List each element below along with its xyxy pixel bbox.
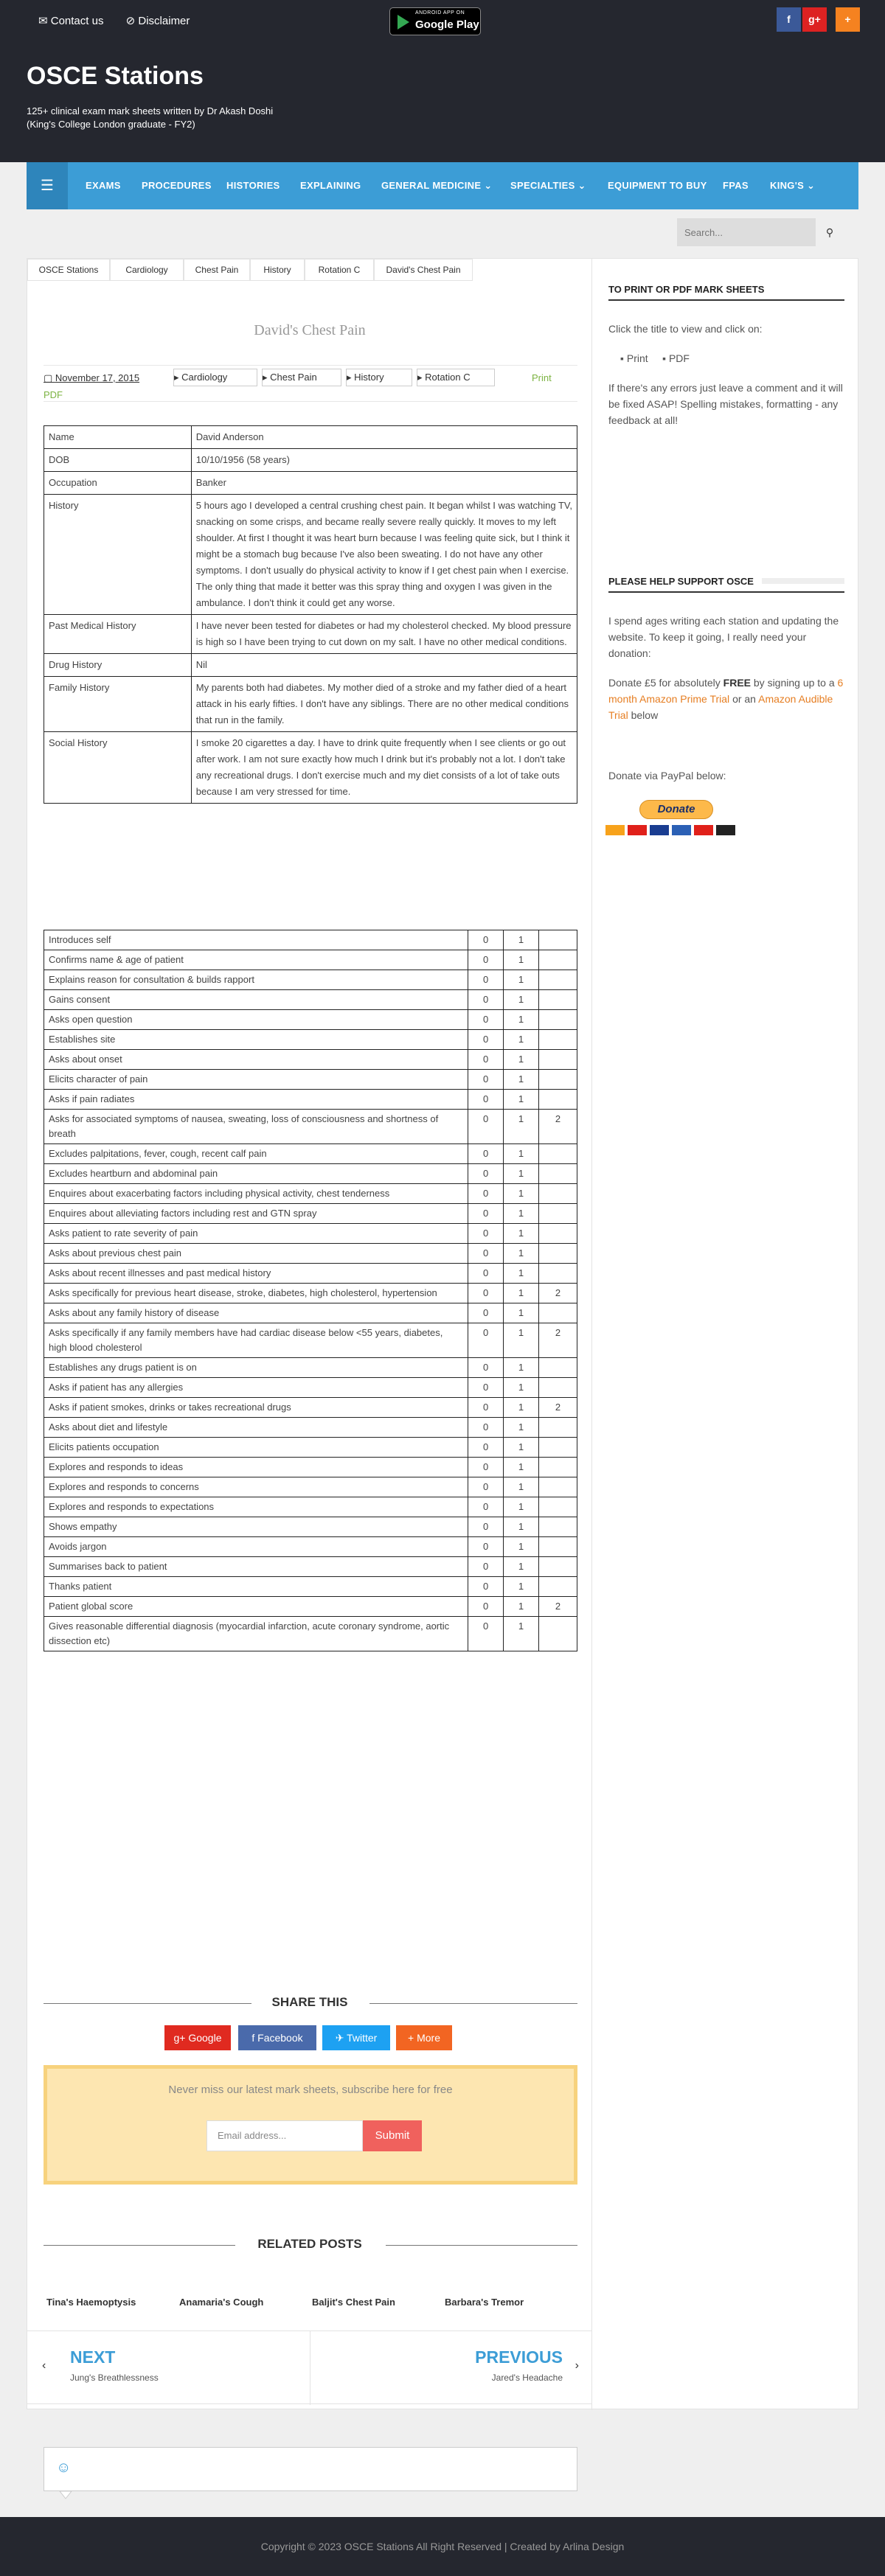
score-1: 1 — [504, 1577, 539, 1597]
score-2 — [539, 1244, 577, 1264]
score-1: 1 — [504, 1323, 539, 1358]
share-title: SHARE THIS — [271, 1995, 348, 2009]
table-row — [44, 1050, 577, 1070]
tag-icon: ▸ — [417, 372, 423, 383]
patient-row — [44, 495, 577, 615]
submit-button[interactable]: Submit — [363, 2120, 422, 2151]
bullet-icon: ▪ — [662, 352, 669, 364]
score-1: 1 — [504, 1398, 539, 1418]
score-2: 2 — [539, 1597, 577, 1617]
table-row — [44, 1030, 577, 1050]
patient-field-label: Family History — [44, 677, 192, 732]
patient-row — [44, 615, 577, 654]
nav-equipment[interactable]: EQUIPMENT TO BUY — [608, 180, 707, 191]
table-row — [44, 1323, 577, 1358]
nav-histories[interactable]: HISTORIES — [226, 180, 280, 191]
print-instructions: Click the title to view and click on: — [608, 323, 763, 335]
mark-item: Establishes site — [44, 1030, 468, 1050]
post-date[interactable]: ▢ November 17, 2015 — [44, 372, 140, 383]
table-row — [44, 1418, 577, 1438]
score-1: 1 — [504, 1458, 539, 1477]
score-0: 0 — [468, 990, 504, 1010]
mark-item: Asks if patient has any allergies — [44, 1378, 468, 1398]
mark-item: Avoids jargon — [44, 1537, 468, 1557]
score-2 — [539, 1030, 577, 1050]
score-0: 0 — [468, 1617, 504, 1651]
score-0: 0 — [468, 1398, 504, 1418]
table-row — [44, 1458, 577, 1477]
patient-field-value: Banker — [191, 472, 577, 495]
score-1: 1 — [504, 1418, 539, 1438]
score-0: 0 — [468, 1378, 504, 1398]
disclaimer-link[interactable]: ⊘ Disclaimer — [125, 15, 190, 27]
print-option: Print — [626, 352, 648, 364]
table-row — [44, 1497, 577, 1517]
mark-item: Confirms name & age of patient — [44, 950, 468, 970]
patient-field-label: History — [44, 495, 192, 615]
score-1: 1 — [504, 1517, 539, 1537]
score-1: 1 — [504, 1070, 539, 1090]
score-2 — [539, 970, 577, 990]
score-0: 0 — [468, 1284, 504, 1303]
mark-item: Explores and responds to expectations — [44, 1497, 468, 1517]
score-0: 0 — [468, 1110, 504, 1144]
score-2 — [539, 1050, 577, 1070]
nav-general-medicine[interactable]: GENERAL MEDICINE ⌄ — [381, 180, 493, 191]
page-title: David's Chest Pain — [254, 322, 366, 338]
score-2 — [539, 1358, 577, 1378]
score-0: 0 — [468, 1144, 504, 1164]
google-plus-icon: g+ — [173, 2032, 189, 2044]
score-1: 1 — [504, 1264, 539, 1284]
smiley-icon: ☺ — [56, 2460, 72, 2476]
score-2 — [539, 1617, 577, 1651]
tag-icon: ▸ — [347, 372, 352, 383]
breadcrumb-item[interactable]: OSCE Stations — [27, 259, 110, 281]
previous-post-title[interactable]: Jared's Headache — [491, 2373, 563, 2383]
score-1: 1 — [504, 1224, 539, 1244]
nav-procedures[interactable]: PROCEDURES — [142, 180, 212, 191]
nav-kings[interactable]: KING'S ⌄ — [770, 180, 816, 191]
score-1: 1 — [504, 1204, 539, 1224]
mark-item: Asks about diet and lifestyle — [44, 1418, 468, 1438]
table-row — [44, 1597, 577, 1617]
patient-field-value: 10/10/1956 (58 years) — [191, 449, 577, 472]
amazon-prime-link[interactable]: 6 month Amazon Prime Trial — [608, 677, 844, 705]
score-0: 0 — [468, 1030, 504, 1050]
score-1: 1 — [504, 1537, 539, 1557]
score-0: 0 — [468, 1184, 504, 1204]
table-row — [44, 1284, 577, 1303]
score-2 — [539, 1164, 577, 1184]
breadcrumb-item: David's Chest Pain — [374, 259, 473, 281]
score-2 — [539, 1577, 577, 1597]
table-row — [44, 1477, 577, 1497]
patient-field-value: David Anderson — [191, 426, 577, 449]
breadcrumb-item[interactable]: Cardiology — [110, 259, 184, 281]
patient-field-label: Past Medical History — [44, 615, 192, 654]
bullet-icon: ▪ — [620, 352, 627, 364]
score-2 — [539, 1418, 577, 1438]
score-0: 0 — [468, 1477, 504, 1497]
mark-item: Gives reasonable differential diagnosis (myocardial infarction, acute coronary syndrome, aortic dissection etc) — [44, 1617, 468, 1651]
donate-text: Donate £5 for absolutely FREE by signing up to a 6 month Amazon Prime Trial or an Amazon Audible Trial below — [608, 677, 844, 721]
next-post-title[interactable]: Jung's Breathlessness — [70, 2373, 159, 2383]
score-0: 0 — [468, 970, 504, 990]
score-2 — [539, 1070, 577, 1090]
table-row — [44, 1070, 577, 1090]
mark-item: Introduces self — [44, 930, 468, 950]
share-more-icon[interactable]: + — [836, 7, 860, 32]
pdf-link[interactable]: PDF — [44, 389, 63, 400]
score-0: 0 — [468, 1497, 504, 1517]
score-1: 1 — [504, 1303, 539, 1323]
score-1: 1 — [504, 950, 539, 970]
score-2: 2 — [539, 1110, 577, 1144]
top-bar — [0, 0, 885, 41]
share-google-button[interactable]: g+ Google — [164, 2025, 231, 2050]
table-row — [44, 1358, 577, 1378]
score-2 — [539, 1497, 577, 1517]
score-0: 0 — [468, 1010, 504, 1030]
table-row — [44, 1184, 577, 1204]
tag-cardiology[interactable]: ▸ Cardiology — [173, 369, 257, 386]
mark-item: Shows empathy — [44, 1517, 468, 1537]
site-title[interactable]: OSCE Stations — [27, 62, 204, 90]
table-row — [44, 1264, 577, 1284]
google-plus-icon[interactable]: g+ — [802, 7, 827, 32]
comment-pointer — [44, 2491, 73, 2502]
score-0: 0 — [468, 1418, 504, 1438]
score-1: 1 — [504, 1358, 539, 1378]
patient-field-label: DOB — [44, 449, 192, 472]
score-1: 1 — [504, 1010, 539, 1030]
score-2 — [539, 1010, 577, 1030]
previous-label[interactable]: PREVIOUS — [475, 2347, 563, 2367]
paypal-donate-button[interactable]: Donate — [639, 800, 713, 819]
nav-exams[interactable]: EXAMS — [86, 180, 121, 191]
mark-item: Summarises back to patient — [44, 1557, 468, 1577]
mark-item: Asks specifically if any family members have had cardiac disease below <55 years, diabetes, high blood cholesterol — [44, 1323, 468, 1358]
score-2: 2 — [539, 1323, 577, 1358]
score-0: 0 — [468, 930, 504, 950]
breadcrumb-item[interactable]: History — [250, 259, 305, 281]
patient-field-value: I have never been tested for diabetes or had my cholesterol checked. My blood pressure is high so I have been trying to cut down on my salt. I have no other medical conditions. — [191, 615, 577, 654]
score-1: 1 — [504, 930, 539, 950]
score-0: 0 — [468, 1070, 504, 1090]
score-0: 0 — [468, 1517, 504, 1537]
score-0: 0 — [468, 1244, 504, 1264]
mark-item: Patient global score — [44, 1597, 468, 1617]
site-tagline: 125+ clinical exam mark sheets written by Dr Akash Doshi (King's College London graduate - FY2) — [27, 105, 274, 130]
score-2: 2 — [539, 1284, 577, 1303]
score-2 — [539, 1477, 577, 1497]
score-1: 1 — [504, 1030, 539, 1050]
mark-item: Enquires about alleviating factors including rest and GTN spray — [44, 1204, 468, 1224]
score-2 — [539, 1537, 577, 1557]
chevron-down-icon: ⌄ — [484, 180, 493, 191]
mark-item: Explains reason for consultation & builds rapport — [44, 970, 468, 990]
mark-item: Asks open question — [44, 1010, 468, 1030]
patient-field-value: Nil — [191, 654, 577, 677]
score-0: 0 — [468, 1438, 504, 1458]
score-0: 0 — [468, 1303, 504, 1323]
mark-item: Elicits character of pain — [44, 1070, 468, 1090]
nav-specialties[interactable]: SPECIALTIES ⌄ — [510, 180, 586, 191]
score-0: 0 — [468, 1577, 504, 1597]
score-1: 1 — [504, 1244, 539, 1264]
subscribe-box — [44, 2065, 577, 2185]
divider — [386, 2245, 577, 2246]
score-2 — [539, 930, 577, 950]
related-title: RELATED POSTS — [257, 2237, 362, 2251]
score-2 — [539, 1184, 577, 1204]
mark-item: Elicits patients occupation — [44, 1438, 468, 1458]
table-row — [44, 1557, 577, 1577]
score-0: 0 — [468, 1597, 504, 1617]
mark-item: Establishes any drugs patient is on — [44, 1358, 468, 1378]
score-0: 0 — [468, 1224, 504, 1244]
patient-row — [44, 426, 577, 449]
badge-title: Google Play — [415, 18, 479, 31]
patient-field-label: Name — [44, 426, 192, 449]
chevron-down-icon: ⌄ — [577, 180, 586, 191]
support-widget-title: PLEASE HELP SUPPORT OSCE — [608, 576, 844, 593]
related-post-link[interactable]: Anamaria's Cough — [179, 2297, 264, 2308]
site-header — [0, 41, 885, 162]
facebook-icon: f — [251, 2032, 258, 2044]
score-2 — [539, 1458, 577, 1477]
score-0: 0 — [468, 1557, 504, 1577]
email-field[interactable]: Email address... — [206, 2120, 363, 2151]
comment-box[interactable] — [44, 2447, 577, 2491]
score-1: 1 — [504, 1617, 539, 1651]
mark-item: Excludes palpitations, fever, cough, recent calf pain — [44, 1144, 468, 1164]
score-1: 1 — [504, 1090, 539, 1110]
google-play-badge[interactable] — [389, 7, 481, 35]
mark-item: Enquires about exacerbating factors including physical activity, chest tenderness — [44, 1184, 468, 1204]
breadcrumb-item[interactable]: Chest Pain — [184, 259, 250, 281]
score-0: 0 — [468, 1537, 504, 1557]
post-content — [27, 259, 592, 2476]
score-1: 1 — [504, 1557, 539, 1577]
payment-cards-icon — [605, 824, 735, 837]
mark-item: Gains consent — [44, 990, 468, 1010]
table-row — [44, 1438, 577, 1458]
score-1: 1 — [504, 1164, 539, 1184]
score-1: 1 — [504, 990, 539, 1010]
score-2 — [539, 990, 577, 1010]
tag-icon: ▸ — [174, 372, 179, 383]
score-0: 0 — [468, 1358, 504, 1378]
print-link[interactable]: Print — [532, 372, 552, 383]
patient-field-label: Occupation — [44, 472, 192, 495]
score-2 — [539, 1264, 577, 1284]
table-row — [44, 1224, 577, 1244]
score-1: 1 — [504, 1477, 539, 1497]
patient-field-label: Social History — [44, 732, 192, 804]
main-container — [27, 258, 858, 2476]
table-row — [44, 1144, 577, 1164]
score-1: 1 — [504, 1597, 539, 1617]
mark-item: Asks if pain radiates — [44, 1090, 468, 1110]
patient-info-table — [44, 425, 577, 804]
menu-list-icon[interactable]: ☰ — [27, 162, 68, 209]
score-1: 1 — [504, 1438, 539, 1458]
post-meta — [44, 365, 577, 402]
mark-item: Asks specifically for previous heart disease, stroke, diabetes, high cholesterol, hypertension — [44, 1284, 468, 1303]
pdf-option: PDF — [668, 352, 690, 364]
table-row — [44, 1204, 577, 1224]
search-icon[interactable]: ⚲ — [816, 218, 844, 246]
patient-row — [44, 449, 577, 472]
patient-field-value: I smoke 20 cigarettes a day. I have to drink quite frequently when I see clients or go out after work. I am not sure exactly how much I drink but it's probably not a lot. I don't take any recreational drugs. I don't exercise much and my diet consists of a lot of take outs because I am very stressed for time. — [191, 732, 577, 804]
mark-item: Explores and responds to concerns — [44, 1477, 468, 1497]
mark-item: Explores and responds to ideas — [44, 1458, 468, 1477]
table-row — [44, 970, 577, 990]
table-row — [44, 1378, 577, 1398]
table-row — [44, 1010, 577, 1030]
tag-rotation-c[interactable]: ▸ Rotation C — [417, 369, 495, 386]
table-row — [44, 1537, 577, 1557]
score-2 — [539, 1438, 577, 1458]
divider — [369, 2003, 577, 2004]
score-0: 0 — [468, 1204, 504, 1224]
table-row — [44, 1244, 577, 1264]
table-row — [44, 990, 577, 1010]
tag-icon: ▸ — [263, 372, 268, 383]
score-2 — [539, 1090, 577, 1110]
patient-field-label: Drug History — [44, 654, 192, 677]
mark-sheet-table — [44, 930, 577, 1651]
score-1: 1 — [504, 1284, 539, 1303]
table-row — [44, 1517, 577, 1537]
score-2: 2 — [539, 1398, 577, 1418]
score-2 — [539, 950, 577, 970]
score-2 — [539, 1378, 577, 1398]
score-2 — [539, 1303, 577, 1323]
score-1: 1 — [504, 970, 539, 990]
nav-area — [0, 162, 885, 251]
score-2 — [539, 1517, 577, 1537]
facebook-icon[interactable]: f — [777, 7, 801, 32]
post-pager — [27, 2330, 592, 2404]
plus-icon: + — [408, 2032, 417, 2044]
google-play-icon — [398, 15, 409, 29]
score-1: 1 — [504, 1378, 539, 1398]
mark-item: Asks patient to rate severity of pain — [44, 1224, 468, 1244]
score-1: 1 — [504, 1110, 539, 1144]
mark-item: Thanks patient — [44, 1577, 468, 1597]
main-nav — [27, 162, 858, 209]
calendar-icon: ▢ — [44, 372, 55, 383]
print-widget-title: TO PRINT OR PDF MARK SHEETS — [608, 284, 844, 301]
mark-item: Asks about any family history of disease — [44, 1303, 468, 1323]
table-row — [44, 1303, 577, 1323]
patient-field-value: My parents both had diabetes. My mother died of a stroke and my father died of a heart attack in his early fifties. I don't have any siblings. There are no other medical conditions that run in the family. — [191, 677, 577, 732]
patient-row — [44, 472, 577, 495]
table-row — [44, 1617, 577, 1651]
score-1: 1 — [504, 1497, 539, 1517]
related-post-link[interactable]: Baljit's Chest Pain — [312, 2297, 395, 2308]
score-2 — [539, 1557, 577, 1577]
subscribe-message: Never miss our latest mark sheets, subscribe here for free — [168, 2084, 453, 2096]
footer: Copyright © 2023 OSCE Stations All Right Reserved | Created by Arlina Design — [0, 2517, 885, 2576]
score-2 — [539, 1204, 577, 1224]
score-2 — [539, 1144, 577, 1164]
twitter-icon: ✈ — [335, 2032, 347, 2044]
mark-item: Asks for associated symptoms of nausea, sweating, loss of consciousness and shortness of breath — [44, 1110, 468, 1144]
mark-item: Asks if patient smokes, drinks or takes recreational drugs — [44, 1398, 468, 1418]
patient-row — [44, 677, 577, 732]
table-row — [44, 1090, 577, 1110]
table-row — [44, 930, 577, 950]
table-row — [44, 1398, 577, 1418]
contact-link[interactable]: ✉ Contact us — [38, 15, 104, 27]
search-input[interactable] — [677, 218, 816, 246]
share-more-button[interactable]: + More — [396, 2025, 452, 2050]
nav-explaining[interactable]: EXPLAINING — [300, 180, 361, 191]
sidebar — [592, 259, 859, 2410]
score-0: 0 — [468, 1264, 504, 1284]
score-0: 0 — [468, 1164, 504, 1184]
errors-note: If there's any errors just leave a comment and it will be fixed ASAP! Spelling mistakes, formatting - any feedback at all! — [608, 382, 843, 426]
patient-row — [44, 654, 577, 677]
patient-row — [44, 732, 577, 804]
share-facebook-button[interactable]: f Facebook — [238, 2025, 316, 2050]
mark-item: Asks about previous chest pain — [44, 1244, 468, 1264]
score-1: 1 — [504, 1144, 539, 1164]
table-row — [44, 1110, 577, 1144]
table-row — [44, 950, 577, 970]
score-0: 0 — [468, 1458, 504, 1477]
share-twitter-button[interactable]: ✈ Twitter — [322, 2025, 390, 2050]
audible-link[interactable]: Amazon Audible Trial — [608, 693, 833, 721]
tag-history[interactable]: ▸ History — [346, 369, 412, 386]
score-0: 0 — [468, 950, 504, 970]
table-row — [44, 1577, 577, 1597]
mark-item: Asks about onset — [44, 1050, 468, 1070]
score-0: 0 — [468, 1050, 504, 1070]
score-1: 1 — [504, 1050, 539, 1070]
patient-field-value: 5 hours ago I developed a central crushing chest pain. It began whilst I was watching TV, snacking on some crisps, and became really severe really quickly. It moves to my left shoulder. At first I thought it was heart burn because I was feeling quite sick, but I think it might be a stomach bug because I've also been sweating. I do not have any other symptoms. I don't usually do physical activity to know if I get chest pain when I exercise. The only thing that made it better was this spray thing and oxygen I was given in the ambulance. I don't think it could get any worse. — [191, 495, 577, 615]
chevron-down-icon: ⌄ — [806, 180, 816, 191]
badge-caption: ANDROID APP ON — [415, 10, 465, 15]
tag-chest-pain[interactable]: ▸ Chest Pain — [262, 369, 341, 386]
score-0: 0 — [468, 1323, 504, 1358]
support-text: I spend ages writing each station and updating the website. To keep it going, I really need your donation: — [608, 615, 839, 659]
next-label[interactable]: NEXT — [70, 2347, 116, 2367]
score-2 — [539, 1224, 577, 1244]
mark-item: Asks about recent illnesses and past medical history — [44, 1264, 468, 1284]
chevron-left-icon[interactable]: ‹ — [42, 2359, 46, 2372]
related-post-link[interactable]: Barbara's Tremor — [445, 2297, 524, 2308]
table-row — [44, 1164, 577, 1184]
paypal-text: Donate via PayPal below: — [608, 770, 726, 781]
mark-item: Excludes heartburn and abdominal pain — [44, 1164, 468, 1184]
print-options-list — [620, 350, 858, 366]
score-0: 0 — [468, 1090, 504, 1110]
related-post-link[interactable]: Tina's Haemoptysis — [46, 2297, 136, 2308]
score-1: 1 — [504, 1184, 539, 1204]
nav-fpas[interactable]: FPAS — [723, 180, 749, 191]
breadcrumb-item[interactable]: Rotation C — [305, 259, 374, 281]
chevron-right-icon[interactable]: › — [575, 2359, 579, 2372]
